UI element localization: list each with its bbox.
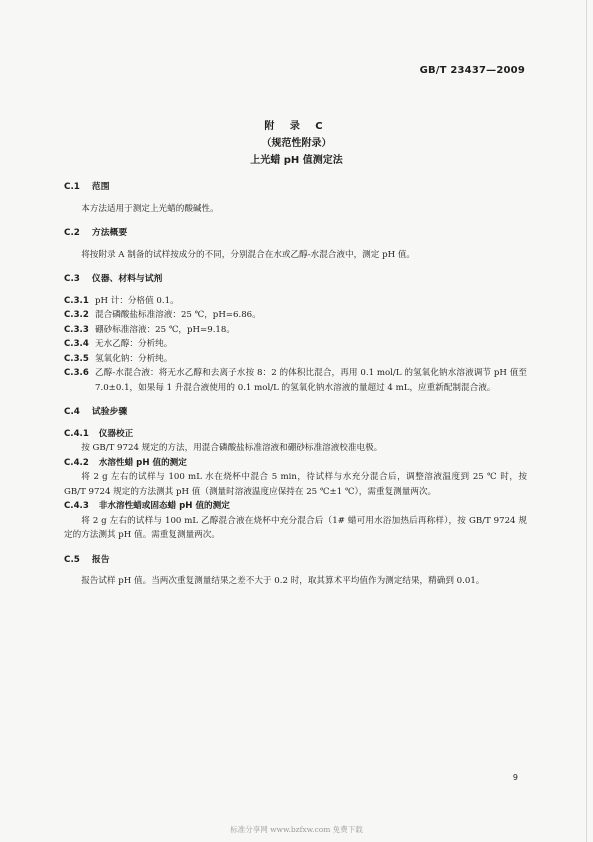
subsection-number: C.4.2 [64,457,89,468]
annex-label: 附 录 C [264,121,329,132]
item-text: pH 计：分格值 0.1。 [95,295,179,306]
section-heading [64,272,527,287]
item-number: C.3.5 [64,353,89,364]
document-body [64,180,527,589]
item-text: 混合磷酸盐标准溶液：25 ℃，pH=6.86。 [95,310,261,320]
section-title: 试验步骤 [91,407,128,417]
list-item [64,323,527,338]
section-text: 本方法适用于测定上光蜡的酸碱性。 [81,203,219,214]
item-text: 硼砂标准溶液：25 ℃，pH=9.18。 [95,324,235,335]
list-item [64,294,527,309]
item-number: C.3.4 [64,339,89,349]
subsection-title: 非水溶性蜡或固态蜡 pH 值的测定 [98,501,230,511]
section-number: C.4 [64,407,80,417]
item-number: C.3.2 [64,310,89,320]
watermark-text: 标准分享网 www.bzfxw.com 免费下载 [230,825,363,834]
section-text: 将按附录 A 制备的试样按成分的不同，分别混合在水或乙醇-水混合液中，测定 pH 值。 [81,249,416,260]
subsection-number: C.4.3 [64,501,89,511]
item-text: 乙醇-水混合液：将无水乙醇和去离子水按 8：2 的体积比混合，再用 0.1 mol/L 的氢氧化钠水溶液调节 pH 值至 7.0±0.1，如果每 1 升混合液使用的 0.1 mol/L 的氢氧化钠水溶液的量超过 4 mL，应重新配制混合液。 [95,368,527,393]
item-number: C.3.3 [64,324,89,335]
section-heading [64,553,527,568]
subsection-text: 将 2 g 左右的试样与 100 mL 水在烧杯中混合 5 min，待试样与水充分混合后，调整溶液温度到 25 ℃ 时，按 GB/T 9724 规定的方法测其 pH 值（测量时溶液温度应保持在 25 ℃±1 ℃），需重复测量两次。 [64,472,527,497]
section-title: 仪器、材料与试剂 [91,274,163,284]
subsection-title: 仪器校正 [98,428,134,439]
section-title: 报告 [91,554,110,565]
subsection-number: C.4.1 [64,428,89,439]
subsection-title: 水溶性蜡 pH 值的测定 [98,457,187,468]
section-heading [64,226,527,241]
annex-title: 上光蜡 pH 值测定法 [250,155,343,166]
section-title: 方法概要 [91,228,128,238]
list-item [64,308,527,323]
section-number: C.1 [64,182,80,192]
annex-title-block [0,118,593,169]
section-title: 范围 [91,182,110,192]
section-number: C.3 [64,274,80,284]
item-text: 氢氧化钠：分析纯。 [95,353,173,364]
list-item [64,352,527,367]
list-item [64,366,527,395]
section-number: C.5 [64,554,80,565]
standard-number: GB/T 23437—2009 [419,65,525,76]
item-text: 无水乙醇：分析纯。 [95,339,173,349]
item-number: C.3.1 [64,295,89,306]
annex-type: （规范性附录） [261,138,332,149]
subsection-text: 将 2 g 左右的试样与 100 mL 乙醇混合液在烧杯中充分混合后（1# 蜡可用水浴加热后再称样），按 GB/T 9724 规定的方法测其 pH 值。需重复测量两次。 [64,515,527,540]
subsection-heading [64,456,527,471]
section-number: C.2 [64,228,80,238]
page-number: 9 [512,773,518,782]
subsection-heading [64,427,527,442]
section-heading [64,180,527,195]
subsection-text: 按 GB/T 9724 规定的方法，用混合磷酸盐标准溶液和硼砂标准溶液校准电极。 [81,443,383,453]
section-text: 报告试样 pH 值。当两次重复测量结果之差不大于 0.2 时，取其算术平均值作为测定结果，精确到 0.01。 [81,576,485,586]
item-number: C.3.6 [64,368,89,378]
list-item [64,337,527,352]
subsection-heading [64,499,527,514]
section-heading [64,405,527,420]
